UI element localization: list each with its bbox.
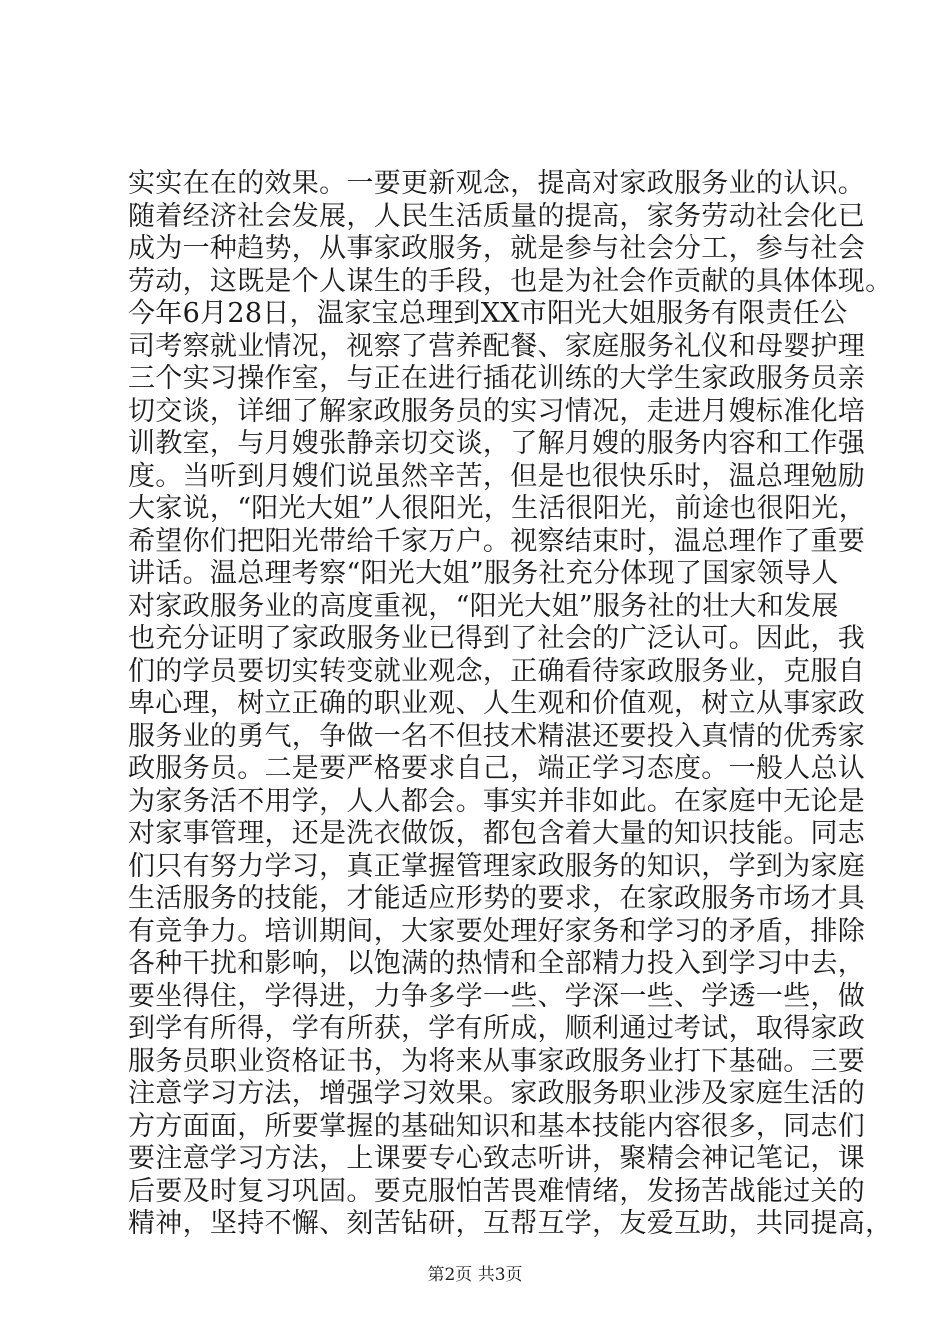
text-line: 要注意学习方法，上课要专心致志听讲，聚精会神记笔记，课 (128, 1143, 866, 1174)
text-line: 实实在在的效果。一要更新观念，提高对家政服务业的认识。 (128, 168, 866, 199)
body-text (128, 168, 893, 1241)
text-line: 大家说，“阳光大姐”人很阳光，生活很阳光，前途也很阳光， (128, 493, 867, 524)
text-line: 三个实习操作室，与正在进行插花训练的大学生家政服务员亲 (128, 363, 866, 394)
text-line: 卑心理，树立正确的职业观、人生观和价值观，树立从事家政 (128, 688, 866, 719)
page-footer: 第2页 共3页 (427, 1265, 523, 1285)
text-line: 对家事管理，还是洗衣做饭，都包含着大量的知识技能。同志 (128, 818, 866, 849)
text-line: 们的学员要切实转变就业观念，正确看待家政服务业，克服自 (128, 655, 866, 687)
text-line: 为家务活不用学，人人都会。事实并非如此。在家庭中无论是 (128, 785, 866, 817)
text-line: 后要及时复习巩固。要克服怕苦畏难情绪，发扬苦战能过关的 (128, 1175, 866, 1207)
text-line: 各种干扰和影响，以饱满的热情和全部精力投入到学习中去， (128, 948, 866, 979)
text-line: 希望你们把阳光带给千家万户。视察结束时，温总理作了重要 (128, 525, 866, 557)
text-line: 方方面面，所要掌握的基础知识和基本技能内容很多，同志们 (128, 1110, 866, 1142)
text-line: 服务员职业资格证书，为将来从事家政服务业打下基础。三要 (128, 1045, 866, 1077)
text-line: 司考察就业情况，视察了营养配餐、家庭服务礼仪和母婴护理 (128, 330, 866, 362)
text-line: 成为一种趋势，从事家政服务，就是参与社会分工，参与社会 (128, 233, 866, 264)
text-line: 对家政服务业的高度重视，“阳光大姐”服务社的壮大和发展 (128, 590, 839, 622)
text-line: 政服务员。二是要严格要求自己，端正学习态度。一般人总认 (128, 753, 866, 784)
text-line: 切交谈，详细了解家政服务员的实习情况，走进月嫂标准化培 (128, 395, 866, 427)
text-line: 要坐得住，学得进，力争多学一些、学深一些、学透一些，做 (128, 980, 866, 1012)
text-line: 训教室，与月嫂张静亲切交谈，了解月嫂的服务内容和工作强 (128, 428, 866, 459)
text-line: 服务业的勇气，争做一名不但技术精湛还要投入真情的优秀家 (128, 720, 866, 752)
text-line: 们只有努力学习，真正掌握管理家政服务的知识，学到为家庭 (128, 850, 866, 882)
text-line: 随着经济社会发展，人民生活质量的提高，家务劳动社会化已 (128, 200, 866, 232)
text-line: 讲话。温总理考察“阳光大姐”服务社充分体现了国家领导人 (128, 558, 839, 589)
text-line: 劳动，这既是个人谋生的手段，也是为社会作贡献的具体体现。 (128, 265, 893, 297)
text-line: 有竞争力。培训期间，大家要处理好家务和学习的矛盾，排除 (128, 915, 866, 947)
text-line: 度。当听到月嫂们说虽然辛苦，但是也很快乐时，温总理勉励 (128, 460, 866, 492)
text-line: 精神，坚持不懈、刻苦钻研，互帮互学，友爱互助，共同提高， (128, 1208, 893, 1239)
text-line: 也充分证明了家政服务业已得到了社会的广泛认可。因此，我 (128, 623, 866, 654)
text-line: 注意学习方法，增强学习效果。家政服务职业涉及家庭生活的 (128, 1078, 866, 1109)
text-line: 生活服务的技能，才能适应形势的要求，在家政服务市场才具 (128, 883, 866, 914)
text-line: 到学有所得，学有所获，学有所成，顺利通过考试，取得家政 (128, 1013, 866, 1044)
text-line: 今年6月28日，温家宝总理到XX市阳光大姐服务有限责任公 (128, 298, 848, 329)
